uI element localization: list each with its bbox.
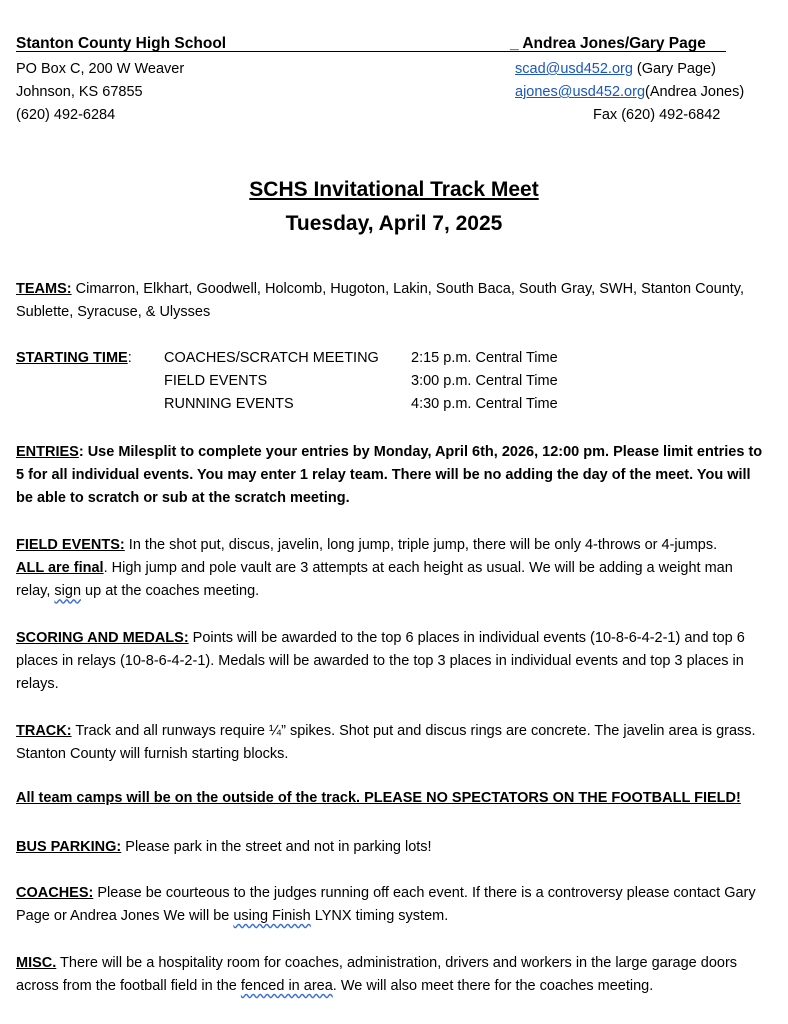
track-label: TRACK:	[16, 723, 72, 739]
entries-text: : Use Milesplit to complete your entries by Monday, April 6th, 2026, 12:00 pm. Please limit entries to 5 for all individual events. You may enter 1 relay team. There will be no adding the day of the meet. You will be able to scratch or sub at the scratch meeting.	[16, 444, 763, 507]
misc-label: MISC.	[16, 955, 57, 971]
coaches-spellcheck-phrase: using Finish	[233, 908, 311, 925]
track-section	[16, 720, 768, 766]
schedule-event-1: COACHES/SCRATCH MEETING	[164, 350, 379, 366]
misc-section	[16, 952, 768, 998]
field-events-label: FIELD EVENTS:	[16, 537, 125, 553]
scoring-text: Points will be awarded to the top 6 places in individual events (10-8-6-4-2-1) and top 6 places in relays (10-8-6-4-2-1). Medals will be awarded to the top 3 places in individual events and top 3 places in relays.	[16, 630, 745, 693]
coaches-label: COACHES:	[16, 885, 94, 901]
camps-notice: All team camps will be on the outside of the track. PLEASE NO SPECTATORS ON THE FOOTBALL FIELD!	[16, 790, 741, 806]
teams-text: Cimarron, Elkhart, Goodwell, Holcomb, Hugoton, Lakin, South Baca, South Gray, SWH, Stanton County, Sublette, Syracuse, & Ulysses	[16, 281, 745, 321]
scoring-label: SCORING AND MEDALS:	[16, 630, 189, 646]
field-events-section	[16, 534, 768, 604]
email-row-1	[515, 61, 716, 77]
starting-time-label: STARTING TIME	[16, 350, 128, 366]
coaches-text-2: LYNX timing system.	[310, 908, 449, 925]
email-link-andrea[interactable]: ajones@usd452.org	[515, 84, 646, 100]
meet-date: Tuesday, April 7, 2025	[285, 212, 503, 235]
track-text: Track and all runways require ¼” spikes. Shot put and discus rings are concrete. The javelin area is grass. Stanton County will furnish starting blocks.	[16, 723, 756, 763]
bus-parking-section	[16, 836, 768, 859]
coaches-section	[16, 882, 768, 928]
email-name-andrea: (Andrea Jones)	[645, 84, 745, 100]
scoring-section	[16, 627, 768, 697]
schedule-event-2: FIELD EVENTS	[164, 373, 268, 389]
schedule-time-3: 4:30 p.m. Central Time	[411, 396, 558, 412]
starting-time-colon: :	[127, 350, 132, 366]
phone-number: (620) 492-6284	[16, 107, 116, 123]
misc-text-2: . We will also meet there for the coaches meeting.	[332, 978, 654, 995]
field-events-spellcheck-word: sign	[54, 583, 82, 600]
bus-parking-text: Please park in the street and not in parking lots!	[121, 839, 432, 855]
field-events-text-3: up at the coaches meeting.	[81, 583, 260, 600]
misc-spellcheck-phrase: fenced in area	[240, 978, 333, 995]
schedule-time-2: 3:00 p.m. Central Time	[411, 373, 558, 389]
all-are-final-label: ALL are final	[16, 560, 104, 577]
email-name-gary: (Gary Page)	[632, 61, 716, 77]
school-name: Stanton County High School	[16, 35, 227, 52]
header-underline	[16, 51, 726, 52]
field-events-text-1: In the shot put, discus, javelin, long jump, triple jump, there will be only 4-throws or 4-jumps.	[124, 537, 718, 553]
entries-section	[16, 441, 768, 511]
email-link-gary[interactable]: scad@usd452.org	[515, 61, 633, 77]
bus-parking-label: BUS PARKING:	[16, 839, 122, 855]
schedule-time-1: 2:15 p.m. Central Time	[411, 350, 558, 366]
teams-label: TEAMS:	[16, 281, 72, 297]
field-events-text-2: . High jump and pole vault are 3 attempts at each height as usual. We will be adding a weight man relay,	[16, 560, 733, 600]
entries-label: ENTRIES	[16, 444, 79, 460]
starting-time-heading	[16, 350, 132, 366]
fax-number: Fax (620) 492-6842	[593, 107, 721, 123]
schedule-event-3: RUNNING EVENTS	[164, 396, 294, 412]
misc-text-1: There will be a hospitality room for coaches, administration, drivers and workers in the large garage doors across from the football field in the	[16, 955, 738, 995]
contacts-title: _ Andrea Jones/Gary Page	[510, 35, 706, 52]
meet-title: SCHS Invitational Track Meet	[249, 178, 539, 201]
coaches-text-1: Please be courteous to the judges running off each event. If there is a controversy please contact Gary Page or Andrea Jones We will be	[16, 885, 756, 925]
address-line-2: Johnson, KS 67855	[16, 84, 143, 100]
teams-section	[16, 278, 768, 324]
address-line-1: PO Box C, 200 W Weaver	[16, 61, 185, 77]
email-row-2	[515, 84, 744, 100]
